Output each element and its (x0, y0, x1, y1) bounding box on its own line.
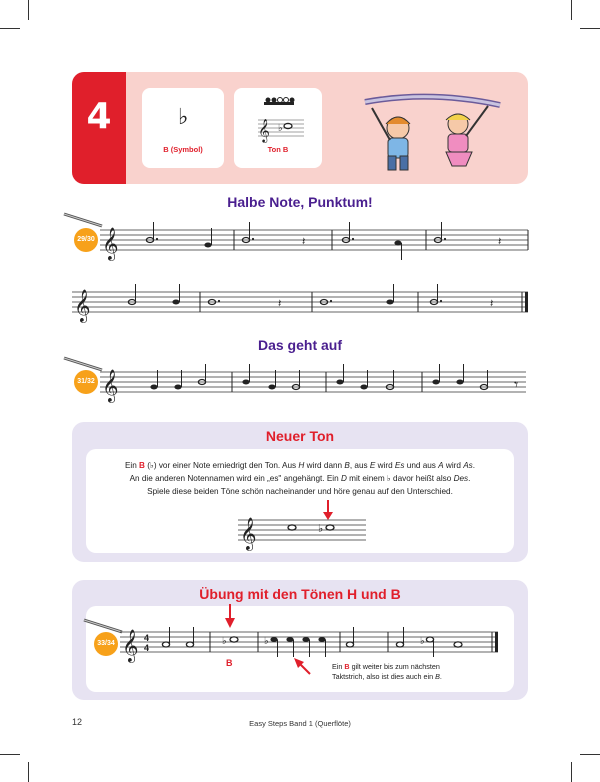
section-title-das-geht-auf: Das geht auf (257, 337, 342, 353)
page-number: 12 (72, 717, 83, 727)
svg-text:𝄞: 𝄞 (258, 118, 270, 142)
svg-text:4: 4 (144, 643, 150, 653)
exercise-panel-title: Übung mit den Tönen H und B (199, 586, 401, 602)
exercise-note: Ein B gilt weiter bis zum nächsten Taktstrich, also ist dies auch ein B. (332, 662, 442, 681)
music-staff-3 (100, 368, 530, 408)
track-badge-31-32: 31/32 (74, 370, 98, 394)
svg-text:𝄽: 𝄽 (302, 236, 306, 248)
svg-text:♭: ♭ (178, 105, 189, 130)
svg-text:♭: ♭ (318, 523, 324, 535)
ton-b-caption: Ton B (267, 145, 289, 154)
svg-text:4: 4 (144, 633, 150, 643)
svg-text:𝄾: 𝄾 (514, 377, 519, 394)
h-and-b-notes-staff (238, 498, 368, 548)
svg-text:𝄞: 𝄞 (102, 227, 119, 260)
section-title-halbe-note: Halbe Note, Punktum! (227, 194, 373, 210)
kids-carrying-flute-illustration (350, 80, 510, 180)
svg-text:♭: ♭ (278, 123, 283, 134)
flat-symbol-caption: B (Symbol) (163, 145, 203, 154)
svg-text:♭: ♭ (264, 636, 269, 647)
flat-symbol-card (142, 88, 224, 168)
music-staff-2 (72, 288, 532, 324)
info-panel-title: Neuer Ton (265, 428, 335, 444)
svg-text:♭: ♭ (420, 636, 425, 647)
track-badge-29-30: 29/30 (74, 228, 98, 252)
music-staff-1 (100, 226, 530, 266)
b-label: B (226, 658, 233, 668)
flat-symbol-icon (142, 88, 224, 168)
info-text-line-3: Spiele diese beiden Töne schön nacheinander und höre genau auf den Unterschied. (147, 487, 453, 496)
track-badge-33-34: 33/34 (94, 632, 118, 656)
svg-text:𝄞: 𝄞 (240, 517, 257, 550)
svg-text:♭: ♭ (222, 636, 227, 647)
ton-b-card (234, 88, 322, 168)
flute-fingering-icon (234, 88, 322, 168)
svg-text:𝄽: 𝄽 (490, 298, 494, 310)
chapter-number: 4 (86, 96, 112, 137)
book-title: Easy Steps Band 1 (Querflöte) (249, 719, 351, 728)
svg-text:𝄽: 𝄽 (278, 298, 282, 310)
svg-text:𝄞: 𝄞 (102, 369, 119, 402)
info-text-line-1: Ein B (♭) vor einer Note erniedrigt den Ton. Aus H wird dann B, aus E wird Es und aus A wird As. (124, 461, 476, 470)
svg-text:𝄞: 𝄞 (122, 629, 139, 662)
svg-text:𝄽: 𝄽 (498, 236, 502, 248)
info-text-line-2: An die anderen Notennamen wird ein „es" angehängt. Ein D mit einem ♭ davor heißt also Des. (129, 474, 471, 483)
svg-text:𝄞: 𝄞 (74, 289, 91, 322)
